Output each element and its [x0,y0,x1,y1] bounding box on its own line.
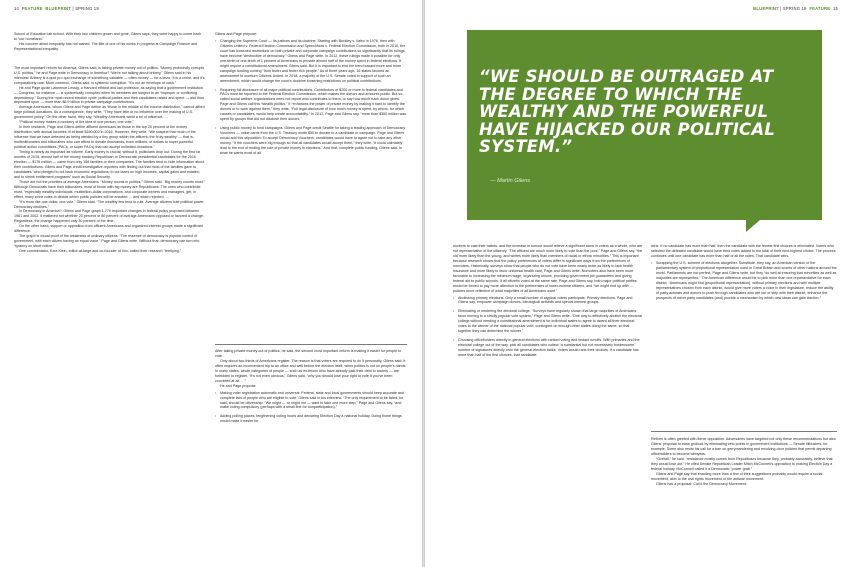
right-column-2 [651,244,837,424]
paragraph: His concern about inequality has not waned. The title of one of his works in progress is Campaign Finance and Representational Inequality. [14,41,198,51]
paragraph: One commentator, Ezra Klein, editor-at-large and co-founder of Vox, called their research “terrifying.” [19,249,182,254]
paragraph: Those are not the priorities of average Americans. “Money counts in politics,” Gilens said. “Big money counts most.” Although Democrats have their billionaires, most of those with big money are Republicans. The ones who contribute most, “especially wealthy individuals, multibillion-dollar corporations, and corporate owners and managers, get, in effect, many extra votes to decide which public policies will be enacted … and which rejected. … [14,179,205,199]
paragraph: Average Americans, whom Gilens and Page define as “those in the middle of the income distribution,” cannot afford large political donations. As a consequence, they write, “They have little or no influence over the making of U.S. government policy.” On the other hand, they say, “Wealthy Americans wield a lot of influence. … [14,105,205,120]
paragraph: In Democracy in America?, Gilens and Page graph 1,779 important changes in federal policy proposed between 1981 and 2002. It mattered not whether 20 percent or 80 percent of average Americans opposed or favored a change. Regardless, the change happened only 30 percent of the time. [14,209,205,224]
section-label: FEATURE [21,6,43,11]
paragraph: Only about two-thirds of Americans register. The reason is that voters are required to do it personally, Gilens said. It often requires an inconvenient trip to an office and well before the election itself, when politics is not on people’s minds. In many states, whole categories of people — such as ex-felons who have already paid their debt to society — are forbidden to register. “It’s not even obvious,” Gilens said, “why you should lose your right to vote if you’ve been convicted at all. …” [215,358,407,383]
proposal-list [215,39,407,156]
list-item: • Making voter registration automatic and universal. Federal, state and local governments should keep accurate and complete lists of people who are eligible to vote, Gilens said in his interview. “The only requirement to be listed, he said, should be citizenship. “We might — or might not — want to take one more step,” Page and Gilens say, “and make voting compulsory (perhaps with a small fine for nonparticipation).” [215,391,407,411]
paragraph: Gilens and Page propose: [215,32,258,36]
paragraph: “Political money makes a mockery of the idea of one person, one vote.” [19,120,134,125]
section-divider [215,344,407,345]
list-item: • Adding polling places, lengthening voting hours and declaring Election Day a national holiday. Doing those things would make it easier for [215,414,407,424]
right-column-2-lower [651,437,837,564]
issue-label: SPRING 19 [782,6,807,11]
magazine-name: BLUEPRINT [753,6,779,11]
pull-quote-text: “WE SHOULD BE OUTRAGED AT THE DEGREE TO WHICH THE WEALTHY AND THE POWERFUL HAVE HIJACKED OUR POLITICAL SYSTEM.” [479,67,776,156]
paragraph: Gilens and Page say that enacting more than a few of their suggestions probably would require a social movement, akin to the civil rights movement or the antiwar movement. [651,471,823,481]
pull-quote-box [467,30,822,220]
pull-quote-tail [746,220,760,232]
list-item: • Eliminating or neutering the electoral college. “Surveys have regularly shown that large majorities of Americans favor moving to a strictly popular vote system,” Page and Gilens write. “One way to effectively abolish the electoral college without needing a constitutional amendment is for individual states to agree to award all their electoral votes to the winner of the national popular vote, contingent on enough other states doing the same, so that together they can determine the winner.” [453,309,643,334]
paragraph: The most important reform for America, Gilens said, is taking private money out of politics. “Money profoundly corrupts U.S. politics,” he and Page write in Democracy in America? “We’re not talking about bribery,” Gilens said in his interview. Bribery is a quid pro quo exchange of something valuable — often money — for a favor. It is a crime, and it’s comparatively rare. More common, Gilens said, is systemic corruption. “It’s not an envelope of cash.” [14,65,205,85]
list-item: • Using public money to fund campaigns. Gilens and Page credit Seattle for taking a leading approach of Democracy Vouchers — value cards from the U.S. Treasury worth $50 to donate to a candidate or campaign. Page and Gilens would add this stipulation: To accept Democracy Vouchers, candidates would have to agree not to take any other money. “If the vouchers were big enough so that all candidates would accept them,” they write, “it could ultimately lead to the end of ending the role of private money in elections.” And that, complete public funding, Gilens said, is what he wants most of all. [215,126,407,156]
paragraph: He and Page propose: [220,383,257,388]
paragraph: After taking private money out of politics, he said, the second most important reform is making it easier for people to vote. [215,349,402,358]
right-folio: BLUEPRINT | SPRING 19 FEATURE 15 [753,6,838,11]
section-divider [651,431,837,432]
paragraph: He and Page quote Lawrence Lessig, a Harvard ethicist and law professor, as saying that a government institution — Congress, for instance — is systemically corrupted when its members are subject to an “improper or conflicting dependency.” During the most recent election cycle, political parties and their candidates raised and spent — and thus depended upon — more than $6.9 billion in private campaign contributions. [14,85,204,105]
paragraph: Reform is often greeted with fierce opposition. Adversaries have targeted not only these recommendations but also Gilens’ proposal to ease gridlock by eliminating veto points in government institutions — Senate filibusters, for example. Some also resist his call for a ban on gerrymandering and revolving-door policies that permit departing officeholders to become lobbyists. [651,437,836,456]
list-item: • Requiring full disclosure of all major political contributions. Contributors of $200 or more to federal candidates and PACs must be reported to the Federal Election Commission, which makes the donors and amounts public. But so-called social welfare organizations need not report who contributes to them, or say how much each donor gives. Page and Gilens call this “stealth politics.” It “enhances the power of private money by making it hard to identify the donors or to work against them,” they write. “Full legal disclosure of how much money is spent, by whom, for which causes or candidates, would help create accountability.” In 2012, Page and Gilens say, “more than $300 million was spent by groups that did not disclose their donors.” [215,88,407,123]
left-column-2-lower [215,349,407,564]
paragraph: School of Education lab school. With their two children grown and gone, Gilens says, they were happy to come back to “our homeland.” [14,32,201,41]
right-column-1 [453,244,643,564]
list-item: • Changing the Supreme Court — its justices and its doctrine. Starting with Buckley v. Valeo in 1976, then with Citizens United v. Federal Election Commission and SpeechNow v. Federal Election Commission, both in 2010, the court has loosened restrictions on both private and corporate campaign contributions so significantly that its rulings have become “destructive of democracy,” Gilens and Page write. In 2012, these rulings made it possible for only one-tenth of one-tenth of 1 percent of Americans to provide almost half of the money spent in federal elections. It might require a constitutional amendment, Gilens said. But it is important to end the trend toward more and more campaign funding coming “from fewer and fewer rich people.” As of three years ago, 16 states favored an amendment to overturn Citizens United. In 2018, a majority of the U.S. Senate voted in support of such an amendment, which would change the court’s doctrine loosening restrictions on political contributions. [215,39,407,84]
section-label: FEATURE [809,6,831,11]
paragraph: wins. If no candidate has more than half, then the candidate with the fewest first choices is eliminated. Voters who selected the defeated candidate would have their votes added to the total of their next-highest choice. The process continues until one candidate has more than half of all the votes. That candidate wins. [651,244,836,258]
left-folio: 14 FEATURE BLUEPRINT | SPRING 19 [14,6,99,11]
list-item: • Abolishing primary elections. Only a small number of atypical voters participate. Primary elections, Page and Gilens say, empower campaign donors, ideological activists and special interest groups. [453,296,643,306]
proposal-list [651,261,837,301]
paragraph: On the other hand, support or opposition from affluent Americans and organized interest groups made a significant difference. [14,224,204,234]
magazine-name: BLUEPRINT [45,6,72,11]
proposal-list [215,391,407,425]
left-page [0,0,422,567]
issue-label: SPRING 19 [75,6,99,11]
paragraph: The graph is visual proof of the weakness of ordinary citizens. “The essence of democracy is popular control of government, with each citizen having an equal voice,” Page and Gilens write. Without that, democracy can turn into “tyranny on short notice.” [14,234,200,249]
paragraph: Timing is nearly as important as volume. Early money is crucial; without it, politicians drop out. During the first six months of 2015, almost half of the money backing Republican or Democratic presidential candidates for the 2016 election — $176 million — came from only 158 families or their companies. The families tend to hide information about their contributions. Gilens and Page credit investigative reporters with finding out that most of the families gave to candidates “who pledged to cut back economic regulations; to cut taxes on high incomes, capital gains and estates; and to shrink entitlement programs” such as Social Security. [14,150,205,179]
proposal-list [453,296,643,358]
paragraph: In their research, Page and Gilens define affluent Americans as those in the top 20 percent of the money distribution, with annual incomes of at least $160,000 in 2016. However, they write, “We suspect that much of the influence that we have detected as being wielded by a tiny group within the affluent: the ‘truly wealthy’ — that is, multimillionaires and billionaires who can afford to donate thousands, even millions, of dollars to super powerful political action committees (PACs, or super PACs) that can accept unlimited donations.” [14,125,196,150]
list-item: • Choosing officeholders directly in general elections with ranked voting and instant runoffs. With primaries and the electoral college out of the way, pick all candidates who collect “a substantial but not excessively burdensome” number of signatures directly onto the general-election ballot. Voters would rank their choices. If a candidate has more than half of the first choices, that candidate [453,338,643,358]
paragraph: “Overall,” he said, “resistance mostly comes from Republicans because they, probably accurately, believe that they would lose out.” He cited Senate Republican Leader Mitch McConnell’s opposition to making Election Day a federal holiday. McConnell called it a Democratic “power grab.” [651,456,833,471]
left-column-1 [14,32,205,562]
page-number: 15 [832,6,838,11]
list-item: • Scrapping the U.S. scheme of elections altogether. Substitute, they say, an American version of the parliamentary system of proportional representation used in Great Britain and scores of other nations around the world. Parliaments are not perfect, Page and Gilens write, but they “do well at ensuring that minorities as well as majorities are represented.” The American difference would be to pick more than one representative for each district. “Americans might find [proportional representation], without primary elections and with multiple representatives chosen from each district, would give more voters a voice in their legislature, reduce the ability of party activists and donors to push through candidates who are out of step with their district, enhance the prospects of minor party candidates [and] provide a mechanism by which new ideas can gain traction.” [651,261,837,301]
right-page [425,0,850,567]
paragraph: Gilens has a proposal: Call it the Democracy Movement. [656,481,747,486]
paragraph: “It’s more like one dollar, one vote,” Gilens said. “The wealthy few tend to rule. Average citizens lose political power. Democracy declines.” [14,199,205,209]
page-number: 14 [14,6,20,11]
pull-quote-attribution: — Martin Gilens [490,178,531,184]
paragraph: workers to cast their ballots, and the increase in turnout would relieve a significant skew in voters as a whole, who are not representative of the citizenry. “The affluent are much more likely to vote than the poor,” Page and Gilens say, “the old more likely than the young, and whites more likely than members of racial or ethnic minorities.” This is important because research shows that the policy preferences of voters differ in significant ways from the preferences of nonvoters. Historically, surveys show that people who do not vote have been nearly twice as likely to lack health insurance and more likely to favor universal health care, Page and Gilens write. Nonvoters also have been more favorable to increasing the minimum wage, organizing unions, providing government job guarantees and giving federal aid to public schools. If all citizens voted at the same rate, Page and Gilens say, both major political parties would be forced to pay more attention to the preferences of lower-income citizens, and “we might end up with … policies more reflective of what majorities of all Americans want.” [453,244,643,293]
left-column-2 [215,32,407,342]
